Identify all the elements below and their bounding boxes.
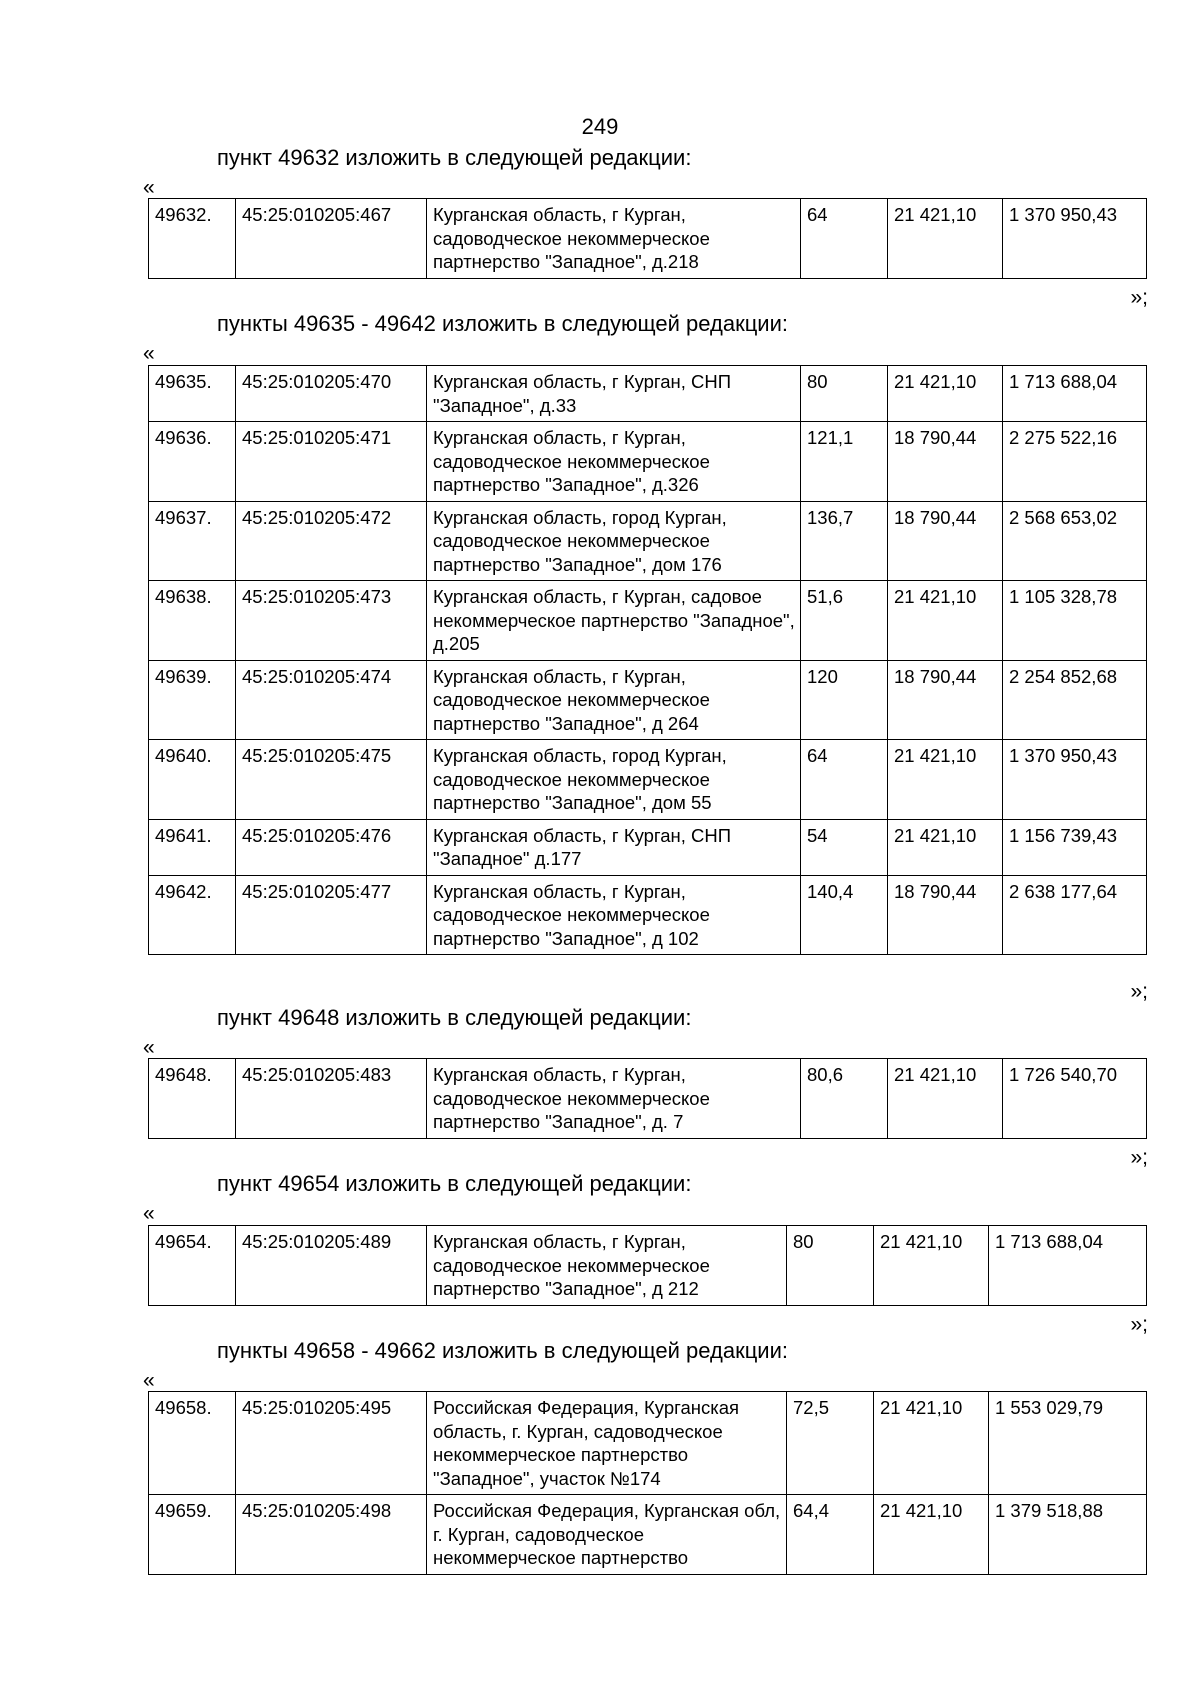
table-row — [149, 199, 1147, 279]
row-number: 49648. — [149, 1059, 236, 1139]
property-table-5 — [148, 1391, 1147, 1575]
cadastral-number: 45:25:010205:471 — [236, 422, 427, 502]
area: 140,4 — [801, 875, 888, 955]
cadastral-number: 45:25:010205:477 — [236, 875, 427, 955]
area: 80,6 — [801, 1059, 888, 1139]
row-number: 49641. — [149, 819, 236, 875]
cadastral-number: 45:25:010205:470 — [236, 366, 427, 422]
address: Курганская область, г Курган, садоводческое некоммерческое партнерство "Западное", д.218 — [427, 199, 801, 279]
open-quote: « — [143, 1202, 155, 1225]
cadastral-value: 1 379 518,88 — [989, 1495, 1147, 1575]
section-heading-49648: пункт 49648 изложить в следующей редакции: — [217, 1005, 692, 1030]
cadastral-number: 45:25:010205:473 — [236, 581, 427, 661]
unit-price: 21 421,10 — [888, 1059, 1003, 1139]
cadastral-value: 1 713 688,04 — [989, 1226, 1147, 1306]
cadastral-value: 1 713 688,04 — [1003, 366, 1147, 422]
cadastral-number: 45:25:010205:474 — [236, 660, 427, 740]
row-number: 49636. — [149, 422, 236, 502]
unit-price: 21 421,10 — [888, 199, 1003, 279]
open-quote: « — [143, 1036, 155, 1059]
unit-price: 21 421,10 — [874, 1226, 989, 1306]
area: 64,4 — [787, 1495, 874, 1575]
property-table-1 — [148, 198, 1147, 279]
table-row — [149, 581, 1147, 661]
property-table-4 — [148, 1225, 1147, 1306]
cadastral-value: 2 275 522,16 — [1003, 422, 1147, 502]
row-number: 49638. — [149, 581, 236, 661]
cadastral-value: 2 568 653,02 — [1003, 501, 1147, 581]
cadastral-number: 45:25:010205:498 — [236, 1495, 427, 1575]
table-row — [149, 740, 1147, 820]
row-number: 49659. — [149, 1495, 236, 1575]
cadastral-number: 45:25:010205:472 — [236, 501, 427, 581]
unit-price: 21 421,10 — [888, 366, 1003, 422]
row-number: 49658. — [149, 1392, 236, 1495]
table-row — [149, 501, 1147, 581]
table-row — [149, 1392, 1147, 1495]
table-row — [149, 819, 1147, 875]
address: Курганская область, г Курган, садоводческое некоммерческое партнерство "Западное", д. 7 — [427, 1059, 801, 1139]
close-quote: »; — [1130, 980, 1148, 1003]
unit-price: 18 790,44 — [888, 501, 1003, 581]
unit-price: 21 421,10 — [888, 819, 1003, 875]
address: Российская Федерация, Курганская область, г. Курган, садоводческое некоммерческое партнерство "Западное", участок №174 — [427, 1392, 787, 1495]
area: 64 — [801, 199, 888, 279]
property-table-3 — [148, 1058, 1147, 1139]
area: 54 — [801, 819, 888, 875]
table-row — [149, 1059, 1147, 1139]
unit-price: 21 421,10 — [888, 581, 1003, 661]
page-number: 249 — [581, 114, 619, 139]
table-row — [149, 366, 1147, 422]
address: Курганская область, г Курган, СНП "Западное", д.33 — [427, 366, 801, 422]
section-heading-49632: пункт 49632 изложить в следующей редакции: — [217, 145, 692, 170]
row-number: 49642. — [149, 875, 236, 955]
table-row — [149, 422, 1147, 502]
address: Курганская область, г Курган, садоводческое некоммерческое партнерство "Западное", д 102 — [427, 875, 801, 955]
address: Курганская область, г Курган, садоводческое некоммерческое партнерство "Западное", д 212 — [427, 1226, 787, 1306]
address: Курганская область, г Курган, садоводческое некоммерческое партнерство "Западное", д.326 — [427, 422, 801, 502]
table-row — [149, 875, 1147, 955]
cadastral-number: 45:25:010205:483 — [236, 1059, 427, 1139]
cadastral-value: 1 105 328,78 — [1003, 581, 1147, 661]
row-number: 49639. — [149, 660, 236, 740]
row-number: 49635. — [149, 366, 236, 422]
cadastral-value: 2 254 852,68 — [1003, 660, 1147, 740]
address: Российская Федерация, Курганская обл, г. Курган, садоводческое некоммерческое партнерство — [427, 1495, 787, 1575]
cadastral-value: 1 370 950,43 — [1003, 740, 1147, 820]
close-quote: »; — [1130, 1146, 1148, 1169]
unit-price: 21 421,10 — [874, 1392, 989, 1495]
section-heading-49654: пункт 49654 изложить в следующей редакции: — [217, 1171, 692, 1196]
cadastral-number: 45:25:010205:467 — [236, 199, 427, 279]
unit-price: 18 790,44 — [888, 660, 1003, 740]
area: 136,7 — [801, 501, 888, 581]
cadastral-number: 45:25:010205:489 — [236, 1226, 427, 1306]
row-number: 49640. — [149, 740, 236, 820]
close-quote: »; — [1130, 286, 1148, 309]
area: 72,5 — [787, 1392, 874, 1495]
address: Курганская область, город Курган, садоводческое некоммерческое партнерство "Западное", дом 176 — [427, 501, 801, 581]
area: 64 — [801, 740, 888, 820]
table-row — [149, 1495, 1147, 1575]
area: 121,1 — [801, 422, 888, 502]
address: Курганская область, г Курган, СНП "Западное" д.177 — [427, 819, 801, 875]
cadastral-number: 45:25:010205:495 — [236, 1392, 427, 1495]
open-quote: « — [143, 1369, 155, 1392]
section-heading-49635-49642: пункты 49635 - 49642 изложить в следующей редакции: — [217, 311, 789, 336]
property-table-2 — [148, 365, 1147, 955]
row-number: 49654. — [149, 1226, 236, 1306]
area: 51,6 — [801, 581, 888, 661]
unit-price: 18 790,44 — [888, 875, 1003, 955]
cadastral-value: 2 638 177,64 — [1003, 875, 1147, 955]
area: 120 — [801, 660, 888, 740]
row-number: 49632. — [149, 199, 236, 279]
unit-price: 21 421,10 — [874, 1495, 989, 1575]
section-heading-49658-49662: пункты 49658 - 49662 изложить в следующей редакции: — [217, 1338, 789, 1363]
close-quote: »; — [1130, 1313, 1148, 1336]
cadastral-value: 1 553 029,79 — [989, 1392, 1147, 1495]
cadastral-value: 1 156 739,43 — [1003, 819, 1147, 875]
table-row — [149, 660, 1147, 740]
cadastral-number: 45:25:010205:476 — [236, 819, 427, 875]
unit-price: 21 421,10 — [888, 740, 1003, 820]
area: 80 — [801, 366, 888, 422]
open-quote: « — [143, 176, 155, 199]
address: Курганская область, г Курган, садоводческое некоммерческое партнерство "Западное", д 264 — [427, 660, 801, 740]
row-number: 49637. — [149, 501, 236, 581]
cadastral-value: 1 726 540,70 — [1003, 1059, 1147, 1139]
address: Курганская область, город Курган, садоводческое некоммерческое партнерство "Западное", дом 55 — [427, 740, 801, 820]
open-quote: « — [143, 342, 155, 365]
cadastral-number: 45:25:010205:475 — [236, 740, 427, 820]
area: 80 — [787, 1226, 874, 1306]
table-row — [149, 1226, 1147, 1306]
unit-price: 18 790,44 — [888, 422, 1003, 502]
cadastral-value: 1 370 950,43 — [1003, 199, 1147, 279]
address: Курганская область, г Курган, садовое некоммерческое партнерство "Западное", д.205 — [427, 581, 801, 661]
